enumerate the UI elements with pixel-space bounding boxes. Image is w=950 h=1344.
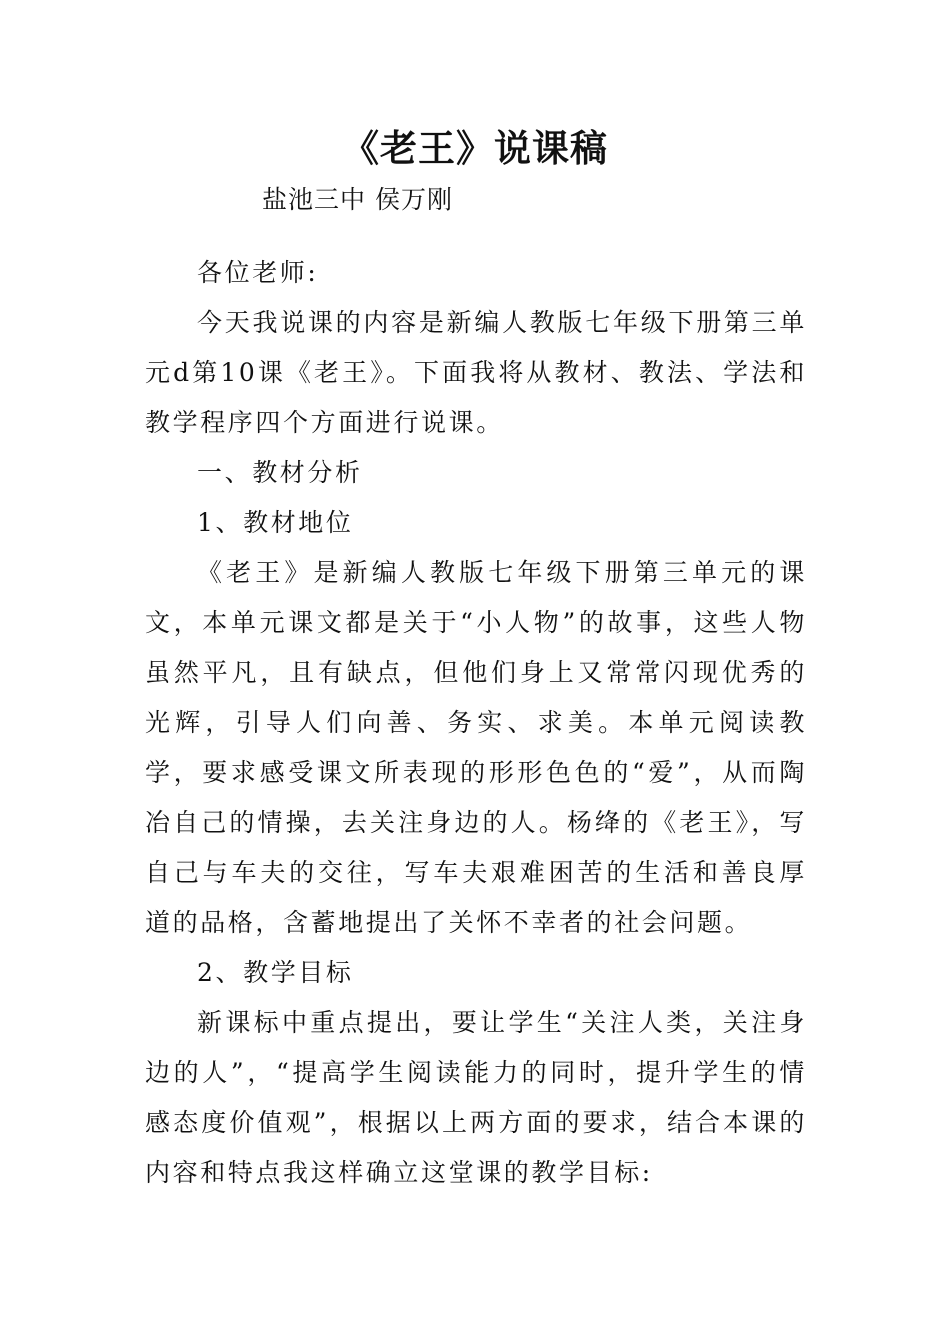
subsection-heading-position: 1、教材地位 xyxy=(197,508,354,537)
subsection-heading-goals: 2、教学目标 xyxy=(197,958,354,987)
intro-paragraph: 今天我说课的内容是新编人教版七年级下册第三单元d第10课《老王》。下面我将从教材、教法、学法和教学程序四个方面进行说课。 xyxy=(145,308,807,437)
position-paragraph: 《老王》是新编人教版七年级下册第三单元的课文，本单元课文都是关于“小人物”的故事，这些人物虽然平凡，且有缺点，但他们身上又常常闪现优秀的光辉，引导人们向善、务实、求美。本单元阅读教学，要求感受课文所表现的形形色色的“爱”，从而陶冶自己的情操，去关注身边的人。杨绛的《老王》，写自己与车夫的交往，写车夫艰难困苦的生活和善良厚道的品格，含蓄地提出了关怀不幸者的社会问题。 xyxy=(145,558,807,937)
document-body xyxy=(145,248,807,1198)
document-title: 《老王》说课稿 xyxy=(342,126,608,170)
greeting: 各位老师: xyxy=(197,258,319,287)
document-author: 盐池三中 侯万刚 xyxy=(262,185,453,214)
section-heading-analysis: 一、教材分析 xyxy=(197,458,363,487)
goals-paragraph: 新课标中重点提出，要让学生“关注人类，关注身边的人”，“提高学生阅读能力的同时，提升学生的情感态度价值观”，根据以上两方面的要求，结合本课的内容和特点我这样确立这堂课的教学目标: xyxy=(145,1008,807,1187)
